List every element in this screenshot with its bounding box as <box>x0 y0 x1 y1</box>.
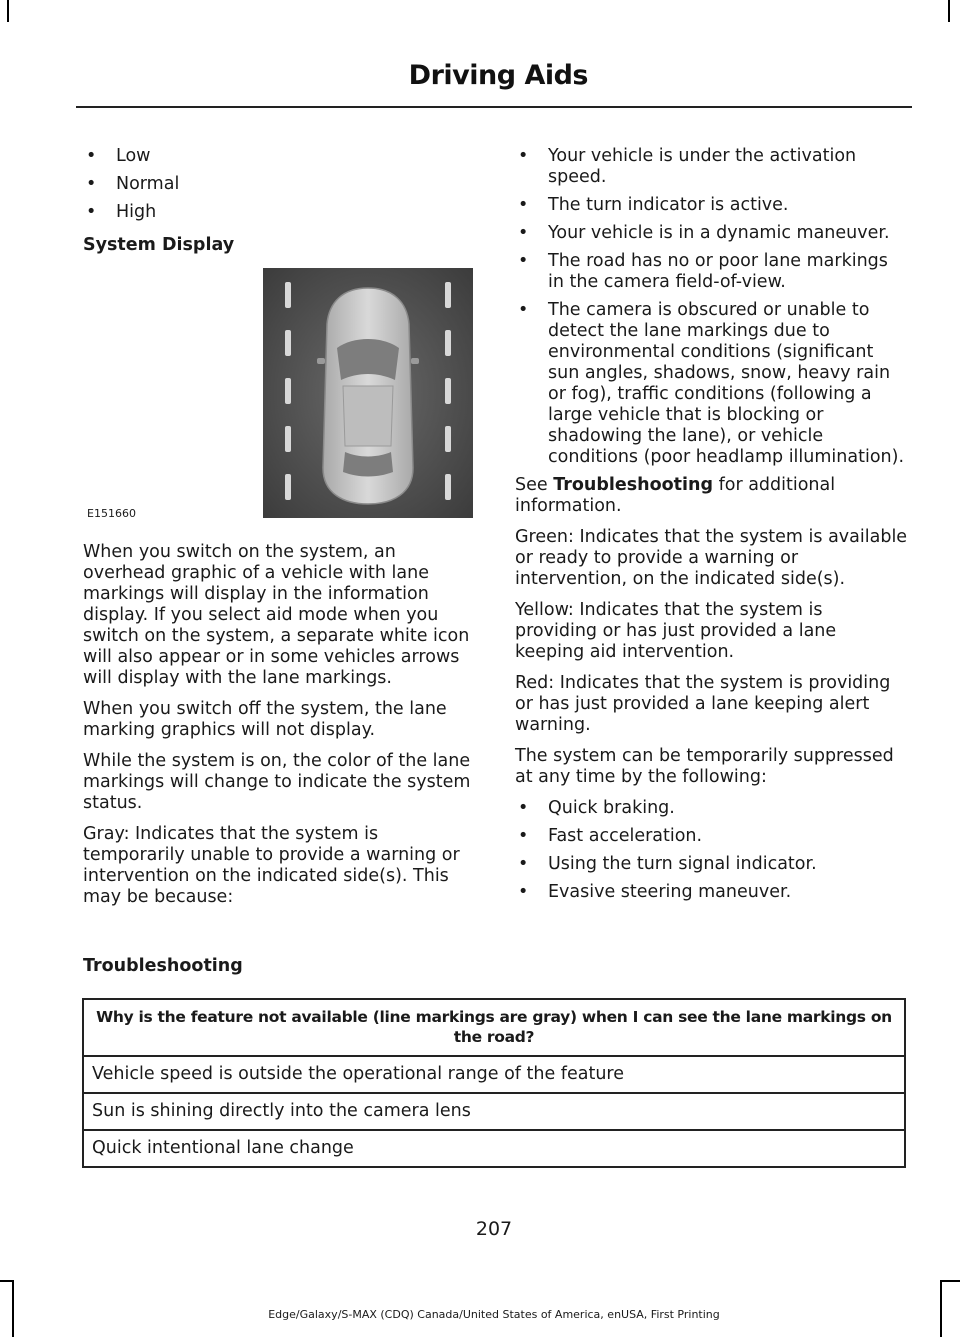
list-item: • The camera is obscured or unable to detect the lane markings due to environmental conditions (significant sun angles, shadows, snow, heavy rain or fog), traffic conditions (following a large vehicle that is blocking or shadowing the lane), or vehicle conditions (poor headlamp illumination). <box>515 300 909 468</box>
crop-mark-bottom-right <box>940 1280 960 1282</box>
crop-mark-top-right <box>948 0 950 22</box>
paragraph: Red: Indicates that the system is providing or has just provided a lane keeping alert warning. <box>515 673 891 735</box>
figure-id: E151660 <box>87 507 136 520</box>
table-row <box>83 1093 905 1130</box>
system-display-heading: System Display <box>83 235 235 255</box>
list-item: • High <box>83 202 477 223</box>
footer-edition: Edge/Galaxy/S-MAX (CDQ) Canada/United States of America, enUSA, First Printing <box>268 1308 720 1321</box>
crop-mark-bottom-left <box>0 1280 12 1282</box>
troubleshooting-link[interactable]: Troubleshooting <box>553 475 714 495</box>
table-row <box>83 1056 905 1093</box>
gray-reasons-list <box>515 146 909 468</box>
list-item: • Evasive steering maneuver. <box>515 882 909 903</box>
list-item: • Low <box>83 146 477 167</box>
paragraph: The system can be temporarily suppressed at any time by the following: <box>515 746 894 787</box>
right-column <box>515 146 909 910</box>
see-suffix: for additional information. <box>515 475 836 516</box>
crop-mark-top-left <box>7 0 9 22</box>
page-number: 207 <box>475 1218 513 1240</box>
list-item: • Fast acceleration. <box>515 826 909 847</box>
paragraph: When you switch on the system, an overhead graphic of a vehicle with lane markings will display in the information display. If you select aid mode when you switch on the system, a separate white icon will also appear or in some vehicles arrows will display with the lane markings. <box>83 542 470 688</box>
vehicle-icon <box>317 288 419 504</box>
list-item: • Your vehicle is under the activation speed. <box>515 146 909 188</box>
troubleshooting-table <box>82 998 906 1168</box>
page-header-title: Driving Aids <box>408 60 588 91</box>
table-header-row <box>83 999 905 1056</box>
system-display-figure <box>83 268 473 524</box>
lane-display-graphic <box>263 268 473 518</box>
paragraph: Gray: Indicates that the system is temporarily unable to provide a warning or intervention on the indicated side(s). This may be because: <box>83 824 460 907</box>
sensitivity-list <box>83 146 477 223</box>
paragraph: When you switch off the system, the lane marking graphics will not display. <box>83 699 447 740</box>
table-cell: Quick intentional lane change <box>83 1130 905 1167</box>
see-prefix: See <box>515 475 554 495</box>
paragraph: Yellow: Indicates that the system is providing or has just provided a lane keeping aid intervention. <box>515 600 837 662</box>
table-cell: Vehicle speed is outside the operational range of the feature <box>83 1056 905 1093</box>
table-row <box>83 1130 905 1167</box>
list-item: • The road has no or poor lane markings in the camera field-of-view. <box>515 251 909 293</box>
suppress-list <box>515 798 909 903</box>
table-cell: Sun is shining directly into the camera lens <box>83 1093 905 1130</box>
troubleshooting-heading: Troubleshooting <box>83 956 243 976</box>
paragraph: Green: Indicates that the system is available or ready to provide a warning or intervention, on the indicated side(s). <box>515 527 908 589</box>
list-item: • Quick braking. <box>515 798 909 819</box>
table-question: Why is the feature not available (line markings are gray) when I can see the lane markings on the road? <box>83 999 905 1056</box>
see-troubleshooting <box>515 475 909 517</box>
list-item: • The turn indicator is active. <box>515 195 909 216</box>
header-rule <box>76 106 912 108</box>
list-item: • Normal <box>83 174 477 195</box>
paragraph: While the system is on, the color of the lane markings will change to indicate the system status. <box>83 751 471 813</box>
list-item: • Using the turn signal indicator. <box>515 854 909 875</box>
left-column <box>83 146 477 918</box>
list-item: • Your vehicle is in a dynamic maneuver. <box>515 223 909 244</box>
